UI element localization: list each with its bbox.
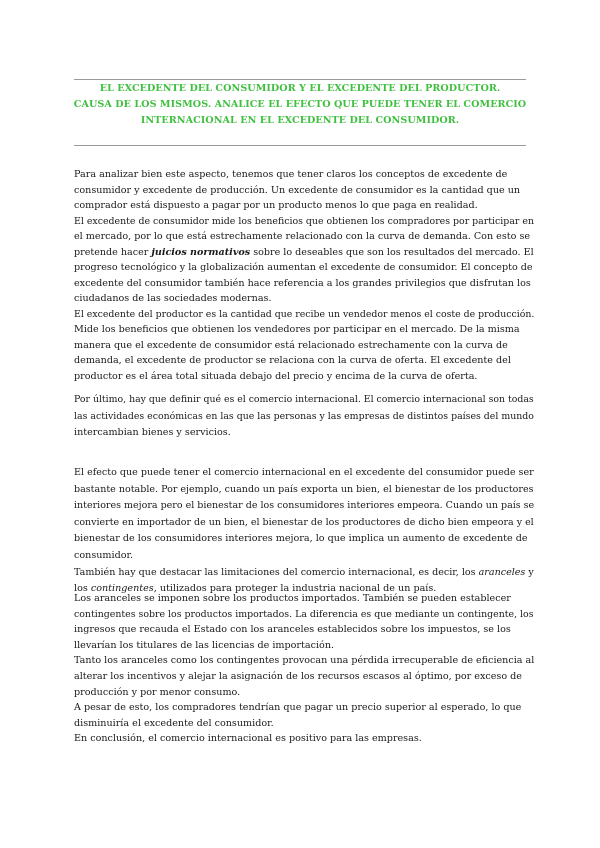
- title-line-2: CAUSA DE LOS MISMOS. ANALICE EL EFECTO QUE PUEDE TENER EL COMERCIO: [73, 99, 527, 110]
- paragraph-trade-effect: [74, 465, 534, 598]
- text-line: Los aranceles se imponen sobre los productos importados. También se pueden establecer: [74, 593, 511, 604]
- text-run: los: [74, 583, 91, 595]
- paragraph-surplus-definitions: [74, 167, 534, 384]
- text-line: Tanto los aranceles como los contingentes provocan una pérdida irrecuperable de eficiencia al: [74, 655, 535, 667]
- text-line: bienestar de los consumidores interiores mejora, lo que implica un aumento de excedente de: [74, 533, 528, 545]
- text-line: [74, 245, 533, 261]
- text-line: el mercado, por lo que está estrechamente relacionado con la curva de demanda. Con esto se: [74, 231, 531, 242]
- text-line: disminuiría el excedente del consumidor.: [74, 717, 274, 729]
- emphasis-aranceles: aranceles: [478, 566, 526, 578]
- document-title: [70, 81, 530, 129]
- text-run: , utilizados para proteger la industria nacional de un país.: [153, 583, 437, 595]
- text-line: interiores mejora pero el bienestar de los consumidores interiores empeora. Cuando un país se: [74, 500, 535, 512]
- title-line-1: EL EXCEDENTE DEL CONSUMIDOR Y EL EXCEDENTE DEL PRODUCTOR.: [99, 83, 501, 94]
- text-line: productor es el área total situada debajo del precio y encima de la curva de oferta.: [74, 370, 478, 382]
- text-line: En conclusión, el comercio internacional es positivo para las empresas.: [74, 733, 422, 745]
- text-line: intercambian bienes y servicios.: [74, 427, 231, 438]
- text-line: convierte en importador de un bien, el bienestar de los productores de dicho bien empeora y el: [74, 516, 534, 528]
- text-line: Para analizar bien este aspecto, tenemos que tener claros los conceptos de excedente de: [74, 169, 508, 180]
- text-line: las actividades económicas en las que las personas y las empresas de distintos países del mundo: [74, 410, 534, 422]
- text-run: También hay que destacar las limitaciones del comercio internacional, es decir, los: [74, 566, 479, 578]
- text-line: comprador está dispuesto a pagar por un producto menos lo que paga en realidad.: [74, 200, 478, 211]
- text-line: alterar los incentivos y alejar la asignación de los recursos escasos al óptimo, por exceso de: [74, 670, 522, 682]
- text-line: El excedente de consumidor mide los beneficios que obtienen los compradores por participar en: [74, 215, 535, 227]
- text-line: ingresos que recauda el Estado con los aranceles establecidos sobre los impuestos, se los: [74, 624, 511, 636]
- text-run: y: [525, 566, 534, 578]
- text-line: A pesar de esto, los compradores tendrían que pagar un precio superior al esperado, lo que: [74, 702, 522, 714]
- text-line: excedente del consumidor también hace referencia a los grandes privilegios que disfrutan los: [74, 277, 531, 289]
- text-line: El excedente del productor es la cantidad que recibe un vendedor menos el coste de producción.: [74, 308, 535, 320]
- text-line: Mide los beneficios que obtienen los vendedores por participar en el mercado. De la misma: [74, 324, 520, 335]
- text-line: Por último, hay que definir qué es el comercio internacional. El comercio internacional son todas: [74, 394, 534, 405]
- top-divider: [74, 79, 526, 80]
- paragraph-tariffs-quotas: [74, 591, 534, 747]
- paragraph-international-trade: [74, 392, 534, 442]
- text-line: [74, 565, 532, 582]
- text-run: pretende hacer: [74, 246, 152, 258]
- text-line: producción y por menor consumo.: [74, 686, 241, 698]
- text-line: progreso tecnológico y la globalización aumentan el excedente de consumidor. El concepto de: [74, 262, 533, 273]
- text-line: demanda, el excedente de productor se relaciona con la curva de oferta. El excedente del: [74, 355, 511, 366]
- text-line: manera que el excedente de consumidor está relacionado estrechamente con la curva de: [74, 339, 508, 351]
- text-line: consumidor y excedente de producción. Un excedente de consumidor es la cantidad que un: [74, 184, 521, 196]
- text-run: sobre lo deseables que son los resultados del mercado. El: [250, 246, 534, 258]
- title-line-3: INTERNACIONAL EN EL EXCEDENTE DEL CONSUMIDOR.: [140, 115, 460, 126]
- emphasis-juicios-normativos: juicios normativos: [151, 246, 251, 258]
- text-line: contingentes sobre los productos importados. La diferencia es que mediante un contingente, los: [74, 608, 534, 620]
- bottom-divider: [74, 145, 526, 146]
- text-line: consumidor.: [74, 549, 134, 561]
- text-line: bastante notable. Por ejemplo, cuando un país exporta un bien, el bienestar de los productores: [74, 483, 534, 495]
- text-line: ciudadanos de las sociedades modernas.: [74, 293, 272, 304]
- text-line: El efecto que puede tener el comercio internacional en el excedente del consumidor puede ser: [74, 467, 534, 478]
- text-line: llevarían los titulares de las licencias de importación.: [74, 639, 335, 651]
- emphasis-contingentes: contingentes: [90, 583, 154, 595]
